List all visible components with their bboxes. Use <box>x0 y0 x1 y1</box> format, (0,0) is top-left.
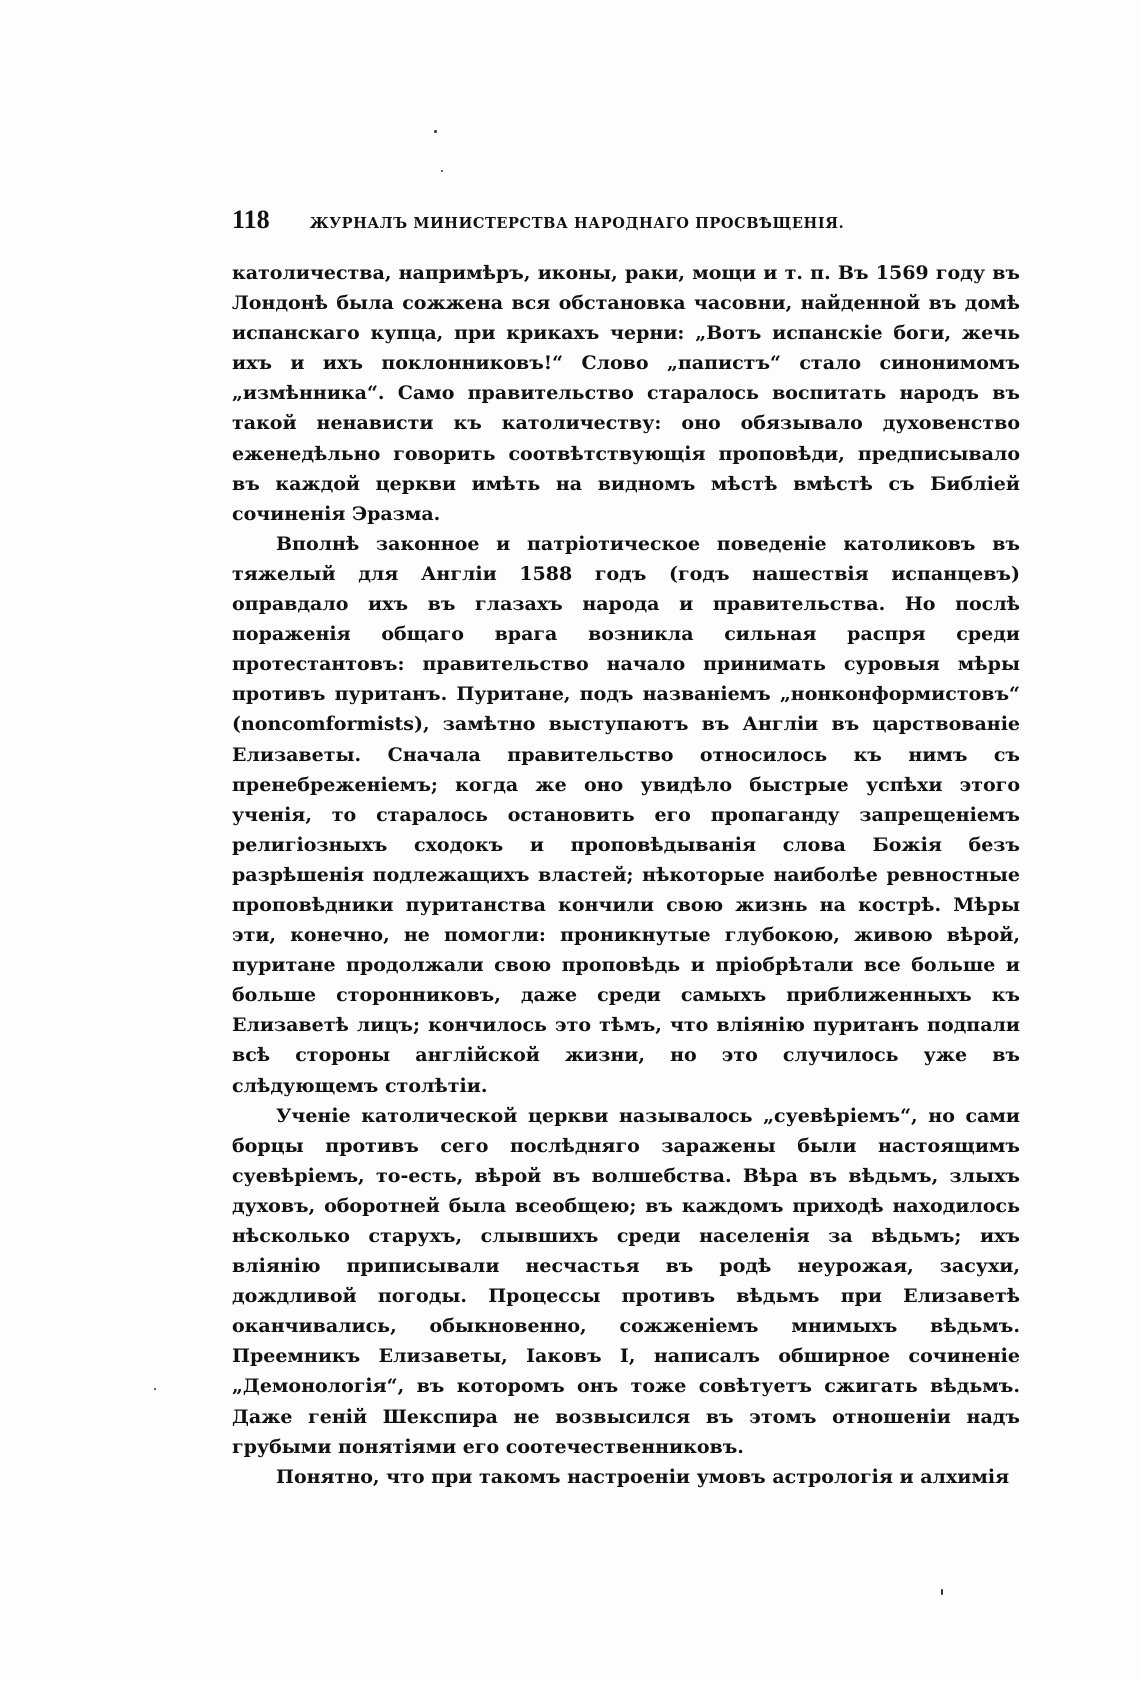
running-title: ЖУРНАЛЪ МИНИСТЕРСТВА НАРОДНАГО ПРОСВѢЩЕНІЯ. <box>309 215 845 232</box>
paragraph-2: Вполнѣ законное и патріотическое поведеніе католиковъ въ тяжелый для Англіи 1588 годъ (годъ нашествія испанцевъ) оправдало ихъ въ глазахъ народа и правительства. Но послѣ пораженія общаго врага возникла сильная распря среди протестантовъ: правительство начало принимать суровыя мѣры противъ пуританъ. Пуритане, подъ названіемъ „нонконформистовъ“ (noncomformists), замѣтно выступаютъ въ Англіи въ царствованіе Елизаветы. Сначала правительство относилось къ нимъ съ пренебреженіемъ; когда же оно увидѣло быстрые успѣхи этого ученія, то старалось остановить его пропаганду запрещеніемъ религіозныхъ сходокъ и проповѣдыванія слова Божія безъ разрѣшенія подлежащихъ властей; нѣкоторые наиболѣе ревностные проповѣдники пуританства кончили свою жизнь на кострѣ. Мѣры эти, конечно, не помогли: проникнутые глубокою, живою вѣрой, пуритане продолжали свою проповѣдь и пріобрѣтали все больше и больше сторонниковъ, даже среди самыхъ приближенныхъ къ Елизаветѣ лицъ; кончилось это тѣмъ, что вліянію пуританъ подпали всѣ стороны англійской жизни, но это случилось уже въ слѣдующемъ столѣтіи. <box>232 532 1020 1097</box>
page-number: 118 <box>232 205 270 234</box>
paragraph-3: Ученіе католической церкви называлось „суевѣріемъ“, но сами борцы противъ сего послѣдняго заражены были настоящимъ суевѣріемъ, то-есть, вѣрой въ волшебства. Вѣра въ вѣдьмъ, злыхъ духовъ, оборотней была всеобщею; въ каждомъ приходѣ находилось нѣсколько старухъ, слывшихъ среди населенія за вѣдьмъ; ихъ вліянію приписывали несчастья въ родѣ неурожая, засухи, дождливой погоды. Процессы противъ вѣдьмъ при Елизаветѣ оканчивались, обыкновенно, сожженіемъ мнимыхъ вѣдьмъ. Преемникъ Елизаветы, Іаковъ I, написалъ обширное сочиненіе „Демонологія“, въ которомъ онъ тоже совѣтуетъ сжигать вѣдьмъ. Даже геній Шекспира не возвысился въ этомъ отношеніи надъ грубыми понятіями его соотечественниковъ. <box>232 1104 1020 1458</box>
paragraph-4: Понятно, что при такомъ настроеніи умовъ астрологія и алхимія <box>276 1465 1010 1488</box>
body-text <box>232 258 1020 1492</box>
scan-speck <box>434 130 437 133</box>
scan-speck <box>441 170 443 172</box>
scan-speck <box>941 1589 943 1595</box>
scan-speck <box>154 1388 156 1390</box>
page-header <box>232 205 1022 241</box>
paragraph-1: католичества, напримѣръ, иконы, раки, мощи и т. п. Въ 1569 году въ Лондонѣ была сожжена вся обстановка часовни, найденной въ домѣ испанскаго купца, при крикахъ черни: „Вотъ испанскіе боги, жечь ихъ и ихъ поклонниковъ!“ Слово „папистъ“ стало синонимомъ „измѣнника“. Само правительство старалось воспитать народъ въ такой ненависти къ католичеству: оно обязывало духовенство еженедѣльно говорить соотвѣтствующія проповѣди, предписывало въ каждой церкви имѣть на видномъ мѣстѣ вмѣстѣ съ Библіей сочиненія Эразма. <box>232 262 1020 525</box>
